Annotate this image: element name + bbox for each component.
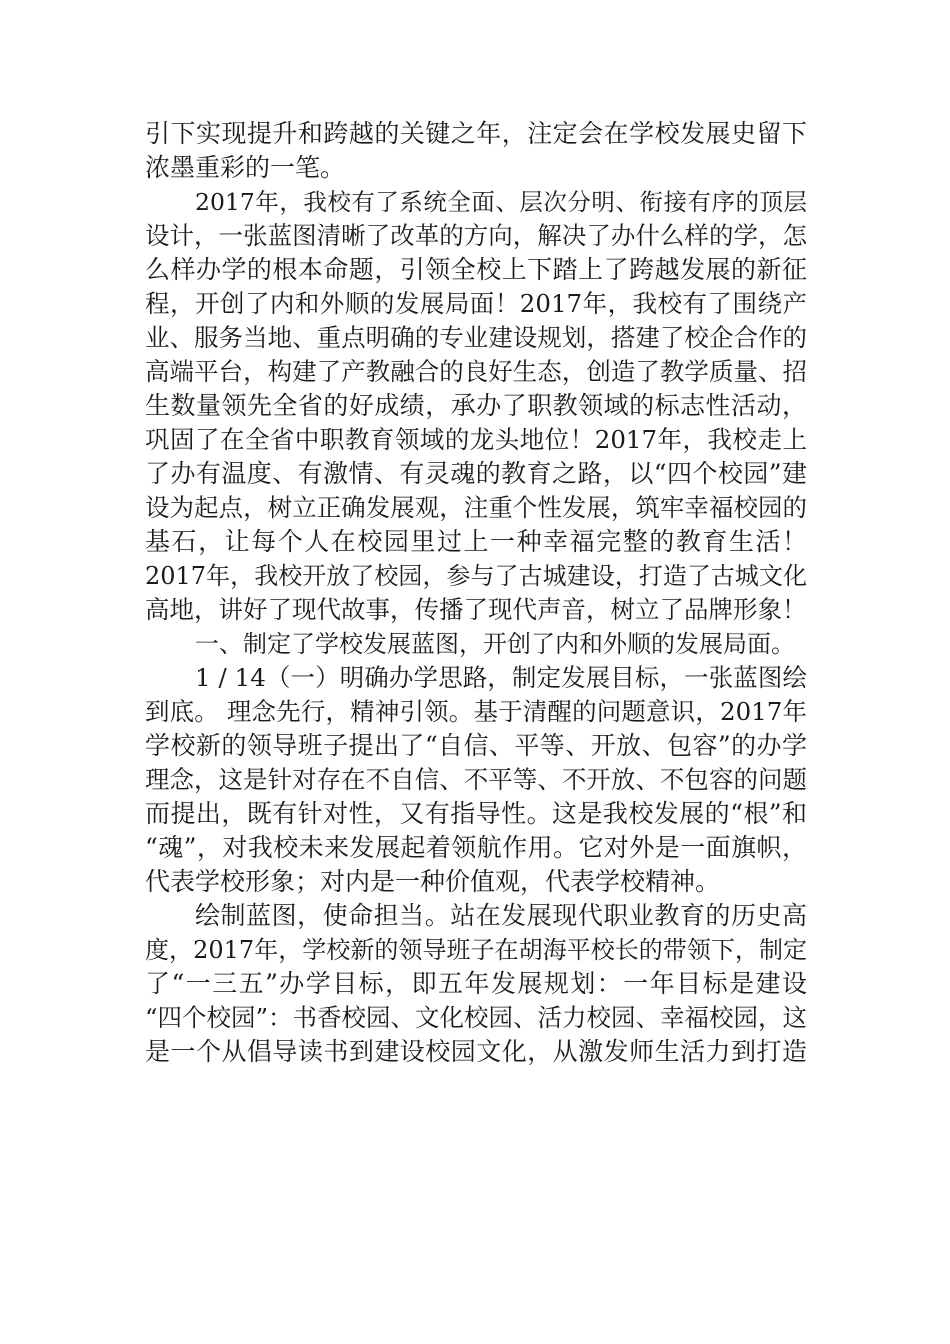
text-line: 了办有温度、有激情、有灵魂的教育之路，以“四个校园”建 [145,459,807,488]
text-line: 到底。 理念先行，精神引领。基于清醒的问题意识，2017年 [145,697,807,726]
text-line: 基石，让每个人在校园里过上一种幸福完整的教育生活！ [145,527,807,556]
paragraph-start: 绘制蓝图，使命担当。站在发展现代职业教育的历史高 [195,901,807,930]
text-line: “四个校园”：书香校园、文化校园、活力校园、幸福校园，这 [145,1003,807,1032]
text-line: 设计，一张蓝图清晰了改革的方向，解决了办什么样的学，怎 [145,221,807,250]
text-line: 了“一三五”办学目标，即五年发展规划：一年目标是建设 [145,969,807,998]
text-line: 高端平台，构建了产教融合的良好生态，创造了教学质量、招 [145,357,807,386]
section-heading: 一、制定了学校发展蓝图，开创了内和外顺的发展局面。 [195,630,795,658]
text-line: 高地，讲好了现代故事，传播了现代声音，树立了品牌形象！ [145,595,807,624]
text-line: 浓墨重彩的一笔。 [145,153,346,182]
text-line: 学校新的领导班子提出了“自信、平等、开放、包容”的办学 [145,731,807,760]
text-line: 业、服务当地、重点明确的专业建设规划，搭建了校企合作的 [145,323,807,352]
text-line: 度，2017年，学校新的领导班子在胡海平校长的带领下，制定 [145,936,807,964]
text-line: 2017年，我校开放了校园，参与了古城建设，打造了古城文化 [145,562,807,590]
document-body [145,117,807,1069]
text-line: 而提出，既有针对性，又有指导性。这是我校发展的“根”和 [145,799,807,828]
paragraph-start: 2017年，我校有了系统全面、层次分明、衔接有序的顶层 [195,188,807,216]
text-line: 么样办学的根本命题，引领全校上下踏上了跨越发展的新征 [145,255,807,284]
text-line: 巩固了在全省中职教育领域的龙头地位！2017年，我校走上 [145,425,807,454]
text-line: 代表学校形象；对内是一种价值观，代表学校精神。 [145,867,721,896]
text-line: 程，开创了内和外顺的发展局面！2017年，我校有了围绕产 [145,289,807,318]
text-line: 引下实现提升和跨越的关键之年，注定会在学校发展史留下 [145,119,807,148]
text-line: “魂”，对我校未来发展起着领航作用。它对外是一面旗帜， [145,833,807,862]
paragraph-start: 1 / 14（一）明确办学思路，制定发展目标，一张蓝图绘 [195,663,807,692]
text-line: 是一个从倡导读书到建设校园文化，从激发师生活力到打造 [145,1037,807,1066]
text-line: 设为起点，树立正确发展观，注重个性发展，筑牢幸福校园的 [145,493,807,522]
text-line: 生数量领先全省的好成绩，承办了职教领域的标志性活动， [145,391,807,420]
text-line: 理念，这是针对存在不自信、不平等、不开放、不包容的问题 [145,765,807,794]
